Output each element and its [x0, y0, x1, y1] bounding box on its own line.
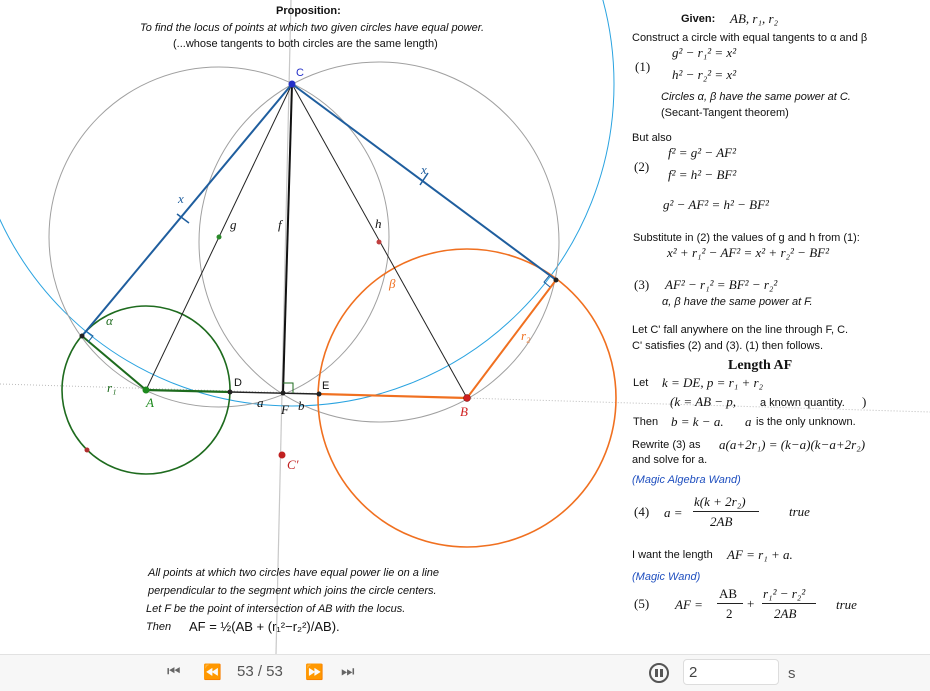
note1: Circles α, β have the same power at C. [661, 91, 851, 103]
b-equation: b = k − a. [671, 414, 724, 429]
substitute-eq: x² + r₁² − AF² = x² + r₂² − BF² [667, 245, 829, 260]
label-F: F [281, 402, 289, 417]
eq5-number: (5) [634, 596, 650, 611]
eq5-frac1-num: AB [719, 586, 738, 601]
eq5-lhs: AF = [675, 597, 703, 612]
let-c-line1: Let C' fall anywhere on the line through F, C. [632, 324, 849, 336]
eq5-plus: + [747, 596, 755, 611]
substitute-text: Substitute in (2) the values of g and h from (1): [633, 232, 860, 244]
segment-AD [146, 390, 230, 392]
solve-text: and solve for a. [632, 454, 708, 466]
point-A [143, 387, 150, 394]
eq4-denominator: 2AB [710, 514, 733, 529]
point-g-mid [217, 235, 222, 240]
point-C [289, 81, 296, 88]
tangent-x-right [292, 84, 556, 280]
label-b: b [298, 398, 305, 413]
eq2-line-b: f² = h² − BF² [668, 167, 737, 182]
a-word: a [745, 414, 752, 429]
point-tangent-beta [554, 278, 559, 283]
first-slide-icon[interactable]: ⏮ [167, 663, 181, 680]
k-note: a known quantity. [760, 397, 845, 409]
eq5-frac2-bar [762, 603, 816, 604]
length-af-title: Length AF [728, 358, 793, 373]
label-B: B [460, 404, 468, 419]
point-D [228, 390, 233, 395]
speed-input[interactable] [683, 659, 779, 685]
eq4-numerator: k(k + 2r₂) [694, 494, 746, 509]
a-note: is the only unknown. [756, 416, 856, 428]
note3: α, β have the same power at F. [662, 296, 813, 308]
label-r2: r₂ [521, 328, 531, 343]
label-g: g [230, 217, 237, 232]
proposition-title: Proposition: [276, 5, 341, 17]
eq4-true: true [789, 504, 810, 519]
note-line3: Let F be the point of intersection of AB with the locus. [146, 603, 406, 615]
eq1-line-a: g² − r₁² = x² [672, 45, 737, 60]
want-text: I want the length [632, 549, 713, 561]
point-h-mid [377, 240, 382, 245]
note-line1: All points at which two circles have equal power lie on a line [148, 567, 440, 579]
label-C-prime: C′ [287, 457, 299, 472]
then-word: Then [633, 416, 659, 428]
point-E [317, 392, 322, 397]
proposition-line2: (...whose tangents to both circles are the same length) [173, 38, 438, 50]
segment-EB [319, 394, 467, 398]
label-f: f [278, 217, 282, 232]
point-C-prime [279, 452, 286, 459]
construct-text: Construct a circle with equal tangents to α and β [632, 32, 868, 44]
label-a: a [257, 395, 264, 410]
note-line2: perpendicular to the segment which joins the circle centers. [148, 585, 437, 597]
want-eq: AF = r₁ + a. [727, 547, 793, 562]
speed-unit: s [788, 665, 796, 682]
let-defs: k = DE, p = r₁ + r₂ [662, 375, 764, 390]
eq4-lhs: a = [664, 505, 683, 520]
note-formula: AF = ½(AB + (r₁²−r₂²)/AB). [189, 619, 340, 634]
eq3-line: AF² − r₁² = BF² − r₂² [665, 277, 778, 292]
label-E: E [322, 380, 330, 392]
label-h: h [375, 216, 382, 231]
label-x-right: x [421, 162, 427, 177]
label-alpha: α [106, 313, 113, 328]
magic-algebra-wand[interactable]: (Magic Algebra Wand) [632, 474, 741, 486]
page-indicator: 53 / 53 [237, 663, 283, 680]
point-F [281, 391, 286, 396]
radius-r2-tangent [467, 280, 556, 398]
rewrite-eq: a(a+2r₁) = (k−a)(k−a+2r₂) [719, 437, 866, 452]
eq1-line-b: h² − r₂² = x² [672, 67, 737, 82]
eq2-number: (2) [634, 159, 650, 174]
segment-DE [230, 392, 319, 394]
given-value: AB, r₁, r₂ [730, 11, 779, 26]
k-equation: (k = AB − p, [670, 394, 737, 409]
label-r1: r₁ [107, 380, 117, 395]
eq2-line-c: g² − AF² = h² − BF² [663, 197, 769, 212]
k-close: ) [862, 394, 867, 409]
tangent-x-left [82, 84, 292, 336]
label-D: D [234, 377, 242, 389]
eq5-frac1-bar [717, 603, 743, 604]
eq5-frac2-num: r₁² − r₂² [763, 586, 806, 601]
next-slide-icon[interactable]: ⏩ [305, 664, 324, 681]
label-x-left: x [178, 191, 184, 206]
eq2-line-a: f² = g² − AF² [668, 145, 736, 160]
note1b: (Secant-Tangent theorem) [661, 107, 789, 119]
eq3-number: (3) [634, 277, 650, 292]
eq5-frac1-den: 2 [726, 606, 733, 621]
locus-line [276, 0, 291, 654]
label-beta: β [389, 276, 396, 291]
label-C: C [296, 67, 304, 79]
point-tangent-alpha [80, 334, 85, 339]
given-label: Given: [681, 13, 716, 25]
eq5-true: true [836, 597, 857, 612]
note-then: Then [146, 621, 172, 633]
last-slide-icon[interactable]: ⏭ [341, 663, 355, 680]
slideshow-toolbar [0, 654, 930, 691]
proposition-line1: To find the locus of points at which two given circles have equal power. [140, 22, 485, 34]
eq1-number: (1) [635, 59, 651, 74]
rewrite-text: Rewrite (3) as [632, 439, 701, 451]
let-word: Let [633, 377, 649, 389]
eq4-fraction-bar [693, 511, 759, 512]
previous-slide-icon[interactable]: ⏪ [203, 664, 222, 681]
label-A: A [146, 395, 154, 410]
but-also: But also [632, 132, 672, 144]
point-alpha-extra [85, 448, 90, 453]
pause-icon[interactable] [649, 663, 669, 683]
let-c-line2: C' satisfies (2) and (3). (1) then follows. [632, 340, 824, 352]
eq5-frac2-den: 2AB [774, 606, 797, 621]
eq4-number: (4) [634, 504, 650, 519]
magic-wand[interactable]: (Magic Wand) [632, 571, 701, 583]
point-B [464, 395, 471, 402]
